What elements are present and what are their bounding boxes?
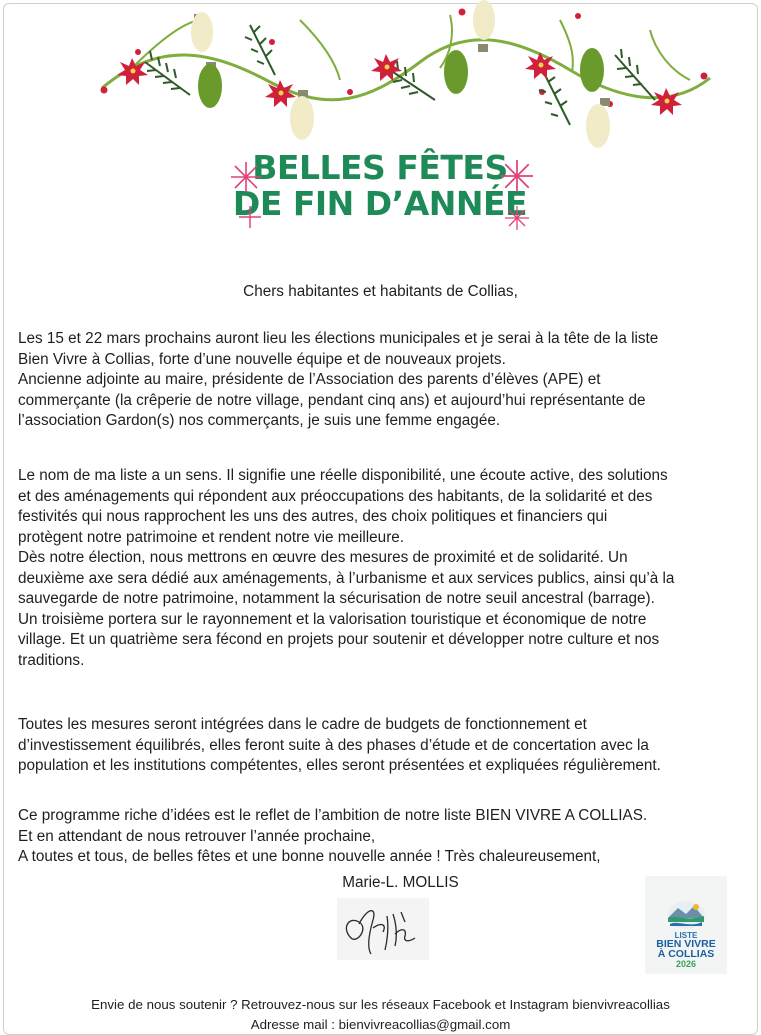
text-line: et des aménagements qui répondent aux préoccupations des habitants, de la solidarité et des — [18, 487, 653, 505]
text-line: protègent notre patrimoine et rendent notre vie meilleure. — [18, 528, 405, 546]
text-line: Un troisième portera sur le rayonnement et la valorisation touristique et économique de notre — [18, 610, 647, 628]
letter-paragraph-3 — [18, 715, 746, 777]
footer-email-text: Adresse mail : bienvivreacollias@gmail.com — [250, 1017, 511, 1032]
footer-social-text: Envie de nous soutenir ? Retrouvez-nous sur les réseaux Facebook et Instagram bienvivreacollias — [91, 997, 670, 1012]
title-line-2: DE FIN D’ANNÉE — [232, 184, 528, 223]
text-line: Toutes les mesures seront intégrées dans le cadre de budgets de fonctionnement et — [18, 716, 587, 733]
bien-vivre-logo — [645, 876, 727, 974]
text-line: l’association Gardon(s) nos commerçants, je suis une femme engagée. — [18, 412, 501, 429]
text-line: Dès notre élection, nous mettrons en œuvre des mesures de proximité et de solidarité. Un — [18, 549, 628, 566]
text-line: Et en attendant de nous retrouver l’année prochaine, — [18, 827, 376, 845]
sparkle-icon — [505, 206, 529, 230]
landscape-logo-icon — [666, 900, 706, 930]
sparkle-icon — [239, 206, 261, 228]
text-line: Ancienne adjointe au maire, présidente de l’Association des parents d’élèves (APE) et — [18, 371, 601, 388]
text-line: d’investissement équilibrés, elles feront suite à des phases d’étude et de concertation avec la — [18, 736, 649, 754]
logo-line-1: LISTE — [674, 931, 698, 940]
greeting-title — [225, 148, 535, 238]
text-line: Bien Vivre à Collias, forte d’une nouvelle équipe et de nouveaux projets. — [18, 350, 506, 368]
text-line: Les 15 et 22 mars prochains auront lieu les élections municipales et je serai à la tête de la liste — [18, 330, 659, 347]
handwritten-signature — [337, 898, 429, 960]
text-line: traditions. — [18, 651, 85, 669]
text-line: A toutes et tous, de belles fêtes et une bonne nouvelle année ! Très chaleureusement, — [18, 848, 601, 865]
sparkle-icon — [231, 162, 261, 192]
letter-paragraph-4 — [18, 806, 746, 868]
title-line-1: BELLES FÊTES — [252, 148, 508, 187]
text-line: population et les institutions compétentes, elles seront présentées et expliquées régulièrement. — [18, 757, 661, 774]
logo-line-3: À COLLIAS — [657, 948, 715, 960]
text-line: festivités qui nous rapprochent les uns des autres, des choix politiques et financiers qui — [18, 508, 608, 525]
text-line: commerçante (la crêperie de notre village, pendant cinq ans) et aujourd’hui représentante de — [18, 391, 646, 409]
letter-paragraph-1 — [18, 329, 746, 432]
text-line: Le nom de ma liste a un sens. Il signifie une réelle disponibilité, une écoute active, des solutions — [18, 467, 668, 484]
logo-line-4: 2026 — [675, 959, 697, 969]
christmas-garland-illustration — [90, 0, 730, 150]
text-line: sauvegarde de notre patrimoine, notamment la sécurisation de notre seuil ancestral (barrage). — [18, 590, 655, 607]
text-line: Ce programme riche d’idées est le reflet de l’ambition de notre liste BIEN VIVRE A COLLIAS. — [18, 807, 648, 824]
text-line: deuxième axe sera dédié aux aménagements, à l’urbanisme et aux services publics, ainsi qu’à la — [18, 569, 675, 587]
text-line: village. Et un quatrième sera fécond en projets pour soutenir et développer notre culture et nos — [18, 631, 660, 648]
logo-line-2: BIEN VIVRE — [656, 938, 716, 950]
sparkle-icon — [501, 160, 533, 192]
letter-greeting: Chers habitantes et habitants de Collias, — [243, 283, 518, 300]
signer-name: Marie-L. MOLLIS — [342, 874, 459, 891]
letter-paragraph-2 — [18, 466, 746, 671]
